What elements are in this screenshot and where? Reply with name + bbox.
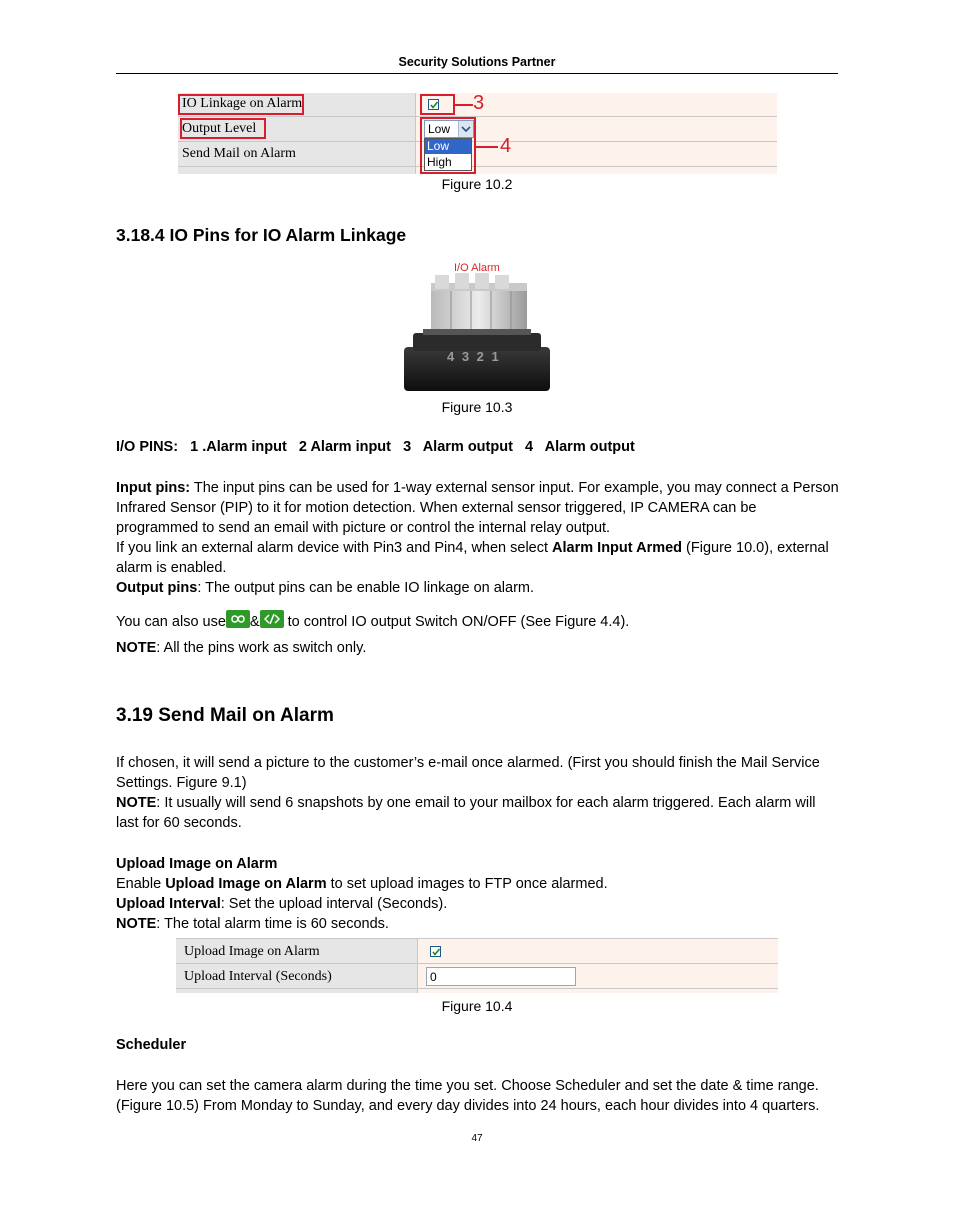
scheduler-heading: Scheduler [116, 1037, 187, 1053]
upload-image-checkbox[interactable] [430, 946, 441, 957]
row-label-cell [176, 939, 418, 964]
note-label: NOTE [116, 916, 157, 932]
row-value-cell [418, 939, 778, 964]
row-label-cell [178, 167, 416, 174]
upload-interval-text: : Set the upload interval (Seconds). [220, 896, 448, 912]
callout-box-checkbox [420, 94, 455, 115]
callout-box-dropdown [420, 117, 476, 174]
io-on-button-icon[interactable] [226, 610, 250, 628]
also-use-text-b: to control IO output Switch ON/OFF (See Figure 4.4). [283, 614, 630, 630]
pins-note [116, 638, 840, 658]
figure-caption: Figure 10.4 [441, 998, 513, 1014]
running-header: Security Solutions Partner [398, 55, 556, 69]
upload-interval-term: Upload Interval [116, 896, 221, 912]
page-number: 47 [471, 1133, 483, 1144]
row-value-cell [418, 964, 778, 989]
note-text: : All the pins work as switch only. [156, 640, 367, 656]
upload-image-term: Upload Image on Alarm [165, 876, 327, 892]
pin-number-labels: 4 3 2 1 [447, 349, 501, 364]
callout-number-4: 4 [500, 135, 512, 157]
dropdown-option-high[interactable]: High [427, 155, 452, 169]
output-pins-label: Output pins [116, 580, 198, 596]
note-text: : The total alarm time is 60 seconds. [156, 916, 389, 932]
upload-interval-value: 0 [430, 970, 437, 984]
callout-box-output-level-label [180, 118, 266, 139]
row-label-cell [178, 142, 416, 167]
alarm-input-armed-term: Alarm Input Armed [552, 540, 683, 556]
io-off-button-icon[interactable] [260, 610, 284, 628]
note-label: NOTE [116, 640, 157, 656]
enable-text-b: to set upload images to FTP once alarmed. [326, 876, 608, 892]
callout-box-io-linkage-label [178, 94, 304, 115]
send-mail-text: If chosen, it will send a picture to the customer’s e-mail once alarmed. (First you should finish the Mail Service Settings. Figure 9.1) [116, 755, 820, 791]
callout-number-3: 3 [473, 92, 485, 114]
io-connector-photo [401, 261, 553, 391]
io-linkage-label: IO Linkage on Alarm [182, 96, 303, 111]
io-pins-line: I/O PINS: 1 .Alarm input 2 Alarm input 3 Alarm output 4 Alarm output [116, 439, 635, 455]
also-use-paragraph [116, 610, 840, 632]
row-label-cell [176, 964, 418, 989]
ampersand: & [249, 614, 260, 630]
output-pins-text: : The output pins can be enable IO linkage on alarm. [197, 580, 535, 596]
upload-interval-input[interactable] [426, 967, 576, 986]
figure-10-4-table [176, 938, 778, 993]
note-text: : It usually will send 6 snapshots by one email to your mailbox for each alarm triggered. Each alarm will last for 60 seconds. [116, 795, 816, 831]
header-rule [116, 73, 838, 74]
callout-line-3 [455, 104, 473, 106]
section-heading-3-18-4: 3.18.4 IO Pins for IO Alarm Linkage [116, 225, 407, 245]
io-alarm-photo-label: I/O Alarm [454, 262, 500, 274]
output-level-selected: Low [428, 122, 451, 136]
link-text-b: (Figure 10.0), external alarm is enabled. [116, 540, 829, 576]
scheduler-paragraph: Here you can set the camera alarm during the time you set. Choose Scheduler and set the date & time range. (Figure 10.5) From Monday to Sunday, and every day divides into 24 hours, each hour divides into 4 quarters. [116, 1078, 820, 1114]
upload-image-block [116, 854, 840, 934]
dropdown-option-low[interactable]: Low [425, 139, 471, 154]
enable-text-a: Enable [116, 876, 166, 892]
send-mail-label: Send Mail on Alarm [182, 146, 296, 161]
row-label-cell [176, 989, 418, 993]
figure-caption: Figure 10.2 [441, 176, 513, 192]
output-level-label: Output Level [182, 121, 257, 136]
upload-image-label: Upload Image on Alarm [184, 944, 320, 959]
input-pins-paragraph [116, 478, 840, 598]
callout-line-4 [476, 146, 498, 148]
input-pins-label: Input pins: [116, 480, 191, 496]
also-use-text-a: You can also use [116, 614, 226, 630]
row-value-cell [418, 989, 778, 993]
figure-caption: Figure 10.3 [441, 399, 513, 415]
upload-image-heading: Upload Image on Alarm [116, 856, 278, 872]
section-heading-3-19: 3.19 Send Mail on Alarm [116, 705, 334, 726]
note-label: NOTE [116, 795, 157, 811]
input-pins-text: The input pins can be used for 1-way external sensor input. For example, you may connect a Person Infrared Sensor (PIP) to it for motion detection. When external sensor triggered, IP CAMERA can be programmed to send an email with picture or control the internal relay output. [116, 480, 839, 536]
upload-interval-label: Upload Interval (Seconds) [184, 969, 332, 984]
link-text-a: If you link an external alarm device with Pin3 and Pin4, when select [116, 540, 553, 556]
send-mail-paragraph [116, 753, 840, 833]
